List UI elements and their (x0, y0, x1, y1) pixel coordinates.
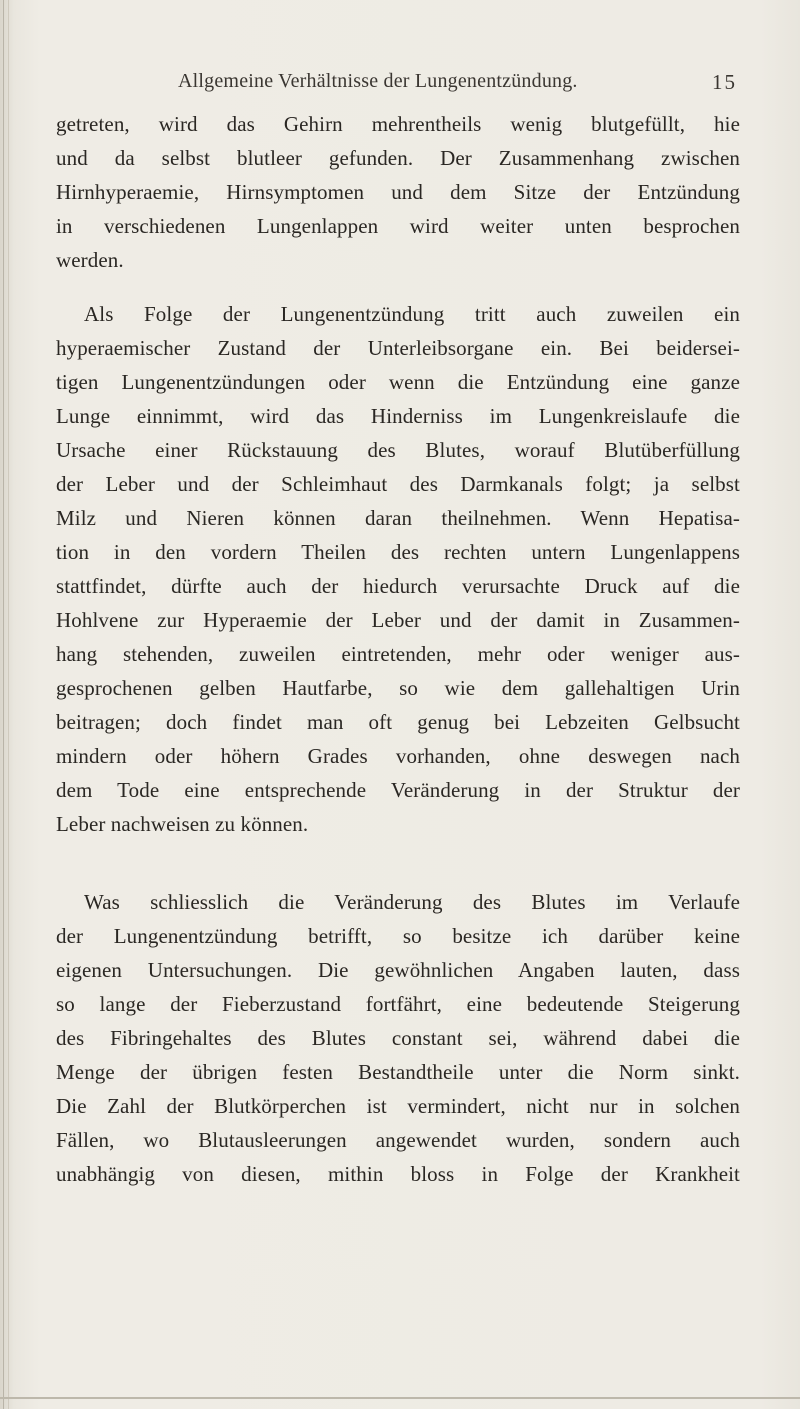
text-line: stattfindet, dürfte auch der hiedurch verursachte Druck auf die (56, 574, 740, 598)
page-number: 15 (712, 70, 737, 94)
binding-gutter-line (3, 0, 4, 1409)
body-text (56, 107, 740, 1191)
text-line: getreten, wird das Gehirn mehrentheils wenig blutgefüllt, hie (56, 112, 740, 136)
text-line: Lunge einnimmt, wird das Hinderniss im Lungenkreislaufe die (56, 404, 740, 428)
text-line: Leber nachweisen zu können. (56, 812, 309, 836)
paragraph-1 (56, 107, 740, 277)
text-line: Hohlvene zur Hyperaemie der Leber und der damit in Zusammen- (56, 608, 740, 632)
text-line: hyperaemischer Zustand der Unterleibsorgane ein. Bei beidersei- (56, 336, 740, 360)
page-bottom-edge (0, 1397, 800, 1399)
text-line: hang stehenden, zuweilen eintretenden, mehr oder weniger aus- (56, 642, 740, 666)
text-line: dem Tode eine entsprechende Veränderung in der Struktur der (56, 778, 740, 802)
text-line: Milz und Nieren können daran theilnehmen. Wenn Hepatisa- (56, 506, 740, 530)
text-line: in verschiedenen Lungenlappen wird weiter unten besprochen (56, 214, 740, 238)
running-title: Allgemeine Verhältnisse der Lungenentzündung. (178, 70, 578, 92)
text-line: mindern oder höhern Grades vorhanden, ohne deswegen nach (56, 744, 740, 768)
text-line: eigenen Untersuchungen. Die gewöhnlichen Angaben lauten, dass (56, 958, 740, 982)
text-line: tion in den vordern Theilen des rechten untern Lungenlappens (56, 540, 740, 564)
text-line: des Fibringehaltes des Blutes constant sei, während dabei die (56, 1026, 740, 1050)
text-line: gesprochenen gelben Hautfarbe, so wie dem gallehaltigen Urin (56, 676, 740, 700)
text-line: Hirnhyperaemie, Hirnsymptomen und dem Sitze der Entzündung (56, 180, 740, 204)
text-line: so lange der Fieberzustand fortfährt, eine bedeutende Steigerung (56, 992, 740, 1016)
text-line: Was schliesslich die Veränderung des Blutes im Verlaufe (84, 890, 740, 914)
text-line: Fällen, wo Blutausleerungen angewendet wurden, sondern auch (56, 1128, 740, 1152)
text-line: der Leber und der Schleimhaut des Darmkanals folgt; ja selbst (56, 472, 740, 496)
text-line: unabhängig von diesen, mithin bloss in Folge der Krankheit (56, 1162, 740, 1186)
binding-gutter-shadow (8, 0, 9, 1409)
text-line: beitragen; doch findet man oft genug bei Lebzeiten Gelbsucht (56, 710, 740, 734)
text-line: Ursache einer Rückstauung des Blutes, worauf Blutüberfüllung (56, 438, 740, 462)
text-line: Die Zahl der Blutkörperchen ist vermindert, nicht nur in solchen (56, 1094, 740, 1118)
text-line: Menge der übrigen festen Bestandtheile unter die Norm sinkt. (56, 1060, 740, 1084)
text-line: der Lungenentzündung betrifft, so besitze ich darüber keine (56, 924, 740, 948)
text-line: tigen Lungenentzündungen oder wenn die Entzündung eine ganze (56, 370, 740, 394)
text-line: werden. (56, 248, 124, 272)
paragraph-2 (56, 297, 740, 841)
paragraph-3 (56, 885, 740, 1191)
text-line: Als Folge der Lungenentzündung tritt auch zuweilen ein (84, 302, 740, 326)
text-line: und da selbst blutleer gefunden. Der Zusammenhang zwischen (56, 146, 740, 170)
